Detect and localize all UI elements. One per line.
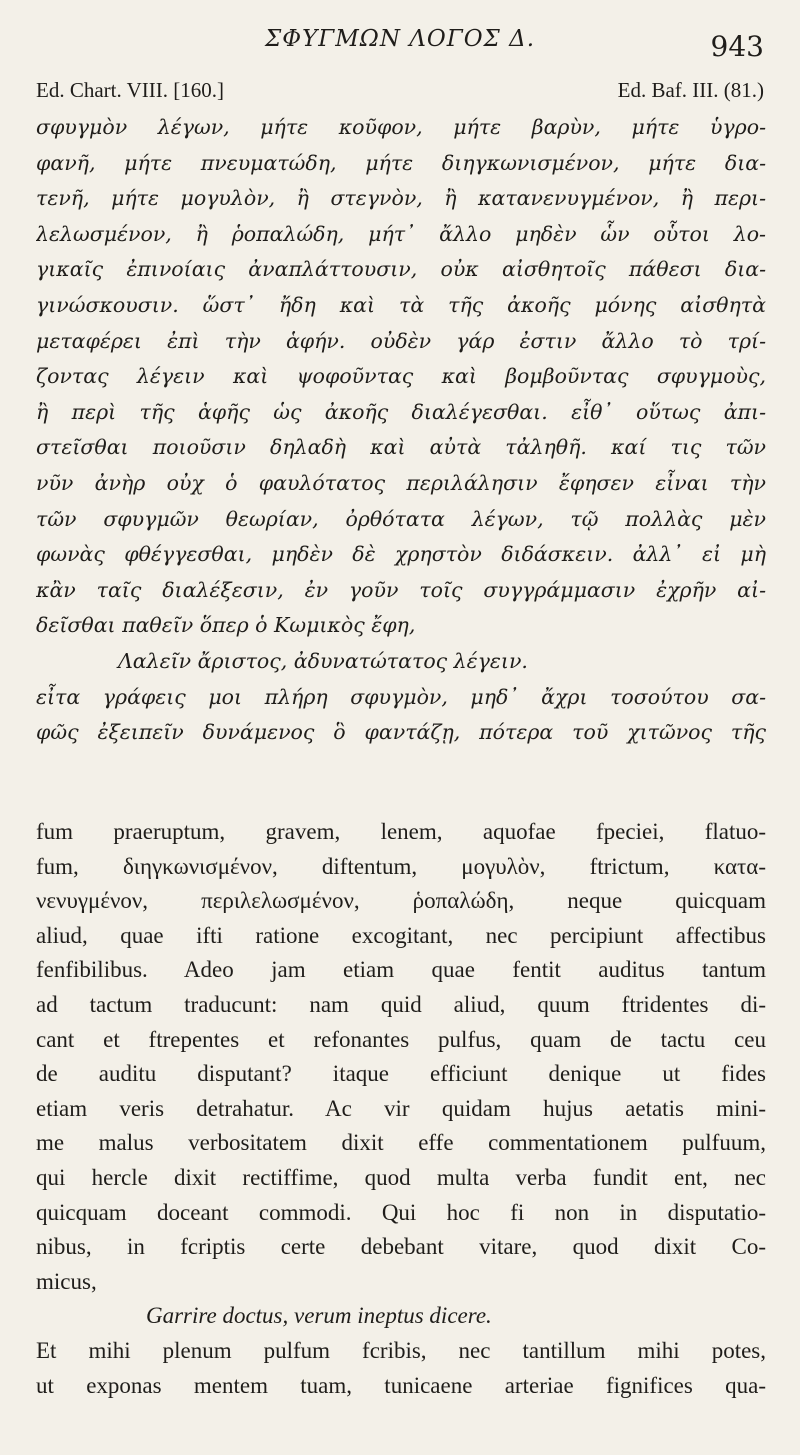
greek-line: φῶς ἐξειπεῖν δυνάμενος ὃ φαντάζῃ, πότερα τοῦ χιτῶνος τῆς	[36, 720, 766, 745]
greek-line: φανῆ, μήτε πνευματώδη, μήτε διηγκωνισμένον, μήτε δια-	[36, 150, 766, 175]
latin-text-block	[36, 815, 766, 1403]
greek-line: δεῖσθαι παθεῖν ὅπερ ὁ Κωμικὸς ἔφη,	[36, 613, 416, 638]
greek-line: νῦν ἀνὴρ οὐχ ὁ φαυλότατος περιλάλησιν ἔφησεν εἶναι τὴν	[36, 470, 766, 495]
latin-line: etiam veris detrahatur. Ac vir quidam hujus aetatis mini-	[36, 1095, 766, 1121]
greek-line: τενῆ, μήτε μογυλὸν, ἢ στεγνὸν, ἢ κατανενυγμένον, ἢ περι-	[36, 186, 766, 211]
latin-verse-quote: Garrire doctus, verum ineptus dicere.	[146, 1303, 492, 1329]
latin-line: de auditu disputant? itaque efficiunt denique ut fides	[36, 1061, 766, 1087]
latin-line: fum, διηγκωνισμένον, diftentum, μογυλὸν, ftrictum, κατα-	[36, 853, 766, 879]
greek-line: τῶν σφυγμῶν θεωρίαν, ὀρθότατα λέγων, τῷ πολλὰς μὲν	[36, 506, 766, 531]
greek-line: στεῖσθαι ποιοῦσιν δηλαδὴ καὶ αὐτὰ τἀληθῆ. καί τις τῶν	[36, 435, 766, 460]
greek-line: ζοντας λέγειν καὶ ψοφοῦντας καὶ βομβοῦντας σφυγμοὺς,	[36, 364, 766, 389]
latin-line: fenfibilibus. Adeo jam etiam quae fentit auditus tantum	[36, 957, 766, 983]
greek-line: φωνὰς φθέγγεσθαι, μηδὲν δὲ χρηστὸν διδάσκειν. ἀλλ᾽ εἰ μὴ	[36, 542, 766, 567]
edition-left: Ed. Chart. VIII. [160.]	[36, 78, 224, 102]
greek-line: γικαῖς ἐπινοίαις ἀναπλάττουσιν, οὐκ αἰσθητοῖς πάθεσι δια-	[36, 257, 766, 282]
latin-line: micus,	[36, 1268, 97, 1294]
latin-line: Et mihi plenum pulfum fcribis, nec tantillum mihi potes,	[36, 1337, 766, 1363]
greek-line: μεταφέρει ἐπὶ τὴν ἁφήν. οὐδὲν γάρ ἐστιν ἄλλο τὸ τρί-	[36, 328, 766, 353]
latin-line: ad tactum traducunt: nam quid aliud, quum ftridentes di-	[36, 991, 766, 1017]
greek-line: ἢ περὶ τῆς ἁφῆς ὡς ἀκοῆς διαλέγεσθαι. εἶθ᾽ οὕτως ἀπι-	[36, 399, 766, 424]
latin-line: nibus, in fcriptis certe debebant vitare, quod dixit Co-	[36, 1234, 766, 1260]
latin-line: aliud, quae ifti ratione excogitant, nec percipiunt affectibus	[36, 922, 766, 948]
latin-line: cant et ftrepentes et refonantes pulfus, quam de tactu ceu	[36, 1026, 766, 1052]
greek-line: εἶτα γράφεις μοι πλήρη σφυγμὸν, μηδ᾽ ἄχρι τοσούτου σα-	[36, 684, 766, 709]
latin-line: quicquam doceant commodi. Qui hoc fi non in disputatio-	[36, 1199, 766, 1225]
edition-line	[36, 78, 764, 103]
latin-line: ut exponas mentem tuam, tunicaene arteriae fignifices qua-	[36, 1372, 766, 1398]
latin-line: νενυγμένον, περιλελωσμένον, ῥοπαλώδη, neque quicquam	[36, 888, 766, 914]
page-number: 943	[710, 30, 764, 63]
running-head: ΣΦΥΓΜΩΝ ΛΟΓΟΣ Δ.	[264, 26, 536, 52]
greek-line: σφυγμὸν λέγων, μήτε κοῦφον, μήτε βαρὺν, μήτε ὑγρο-	[36, 115, 766, 139]
greek-line: γινώσκουσιν. ὥστ᾽ ἤδη καὶ τὰ τῆς ἀκοῆς μόνης αἰσθητὰ	[36, 292, 766, 317]
greek-line: λελωσμένον, ἢ ῥοπαλώδη, μήτ᾽ ἄλλο μηδὲν ὧν οὗτοι λο-	[36, 221, 766, 246]
greek-line: κἂν ταῖς διαλέξεσιν, ἐν γοῦν τοῖς συγγράμμασιν ἐχρῆν αἰ-	[36, 577, 766, 602]
latin-line: me malus verbositatem dixit effe commentationem pulfuum,	[36, 1130, 766, 1156]
greek-verse-quote: Λαλεῖν ἄριστος, ἀδυνατώτατος λέγειν.	[118, 648, 528, 673]
latin-line: fum praeruptum, gravem, lenem, aquofae fpeciei, flatuo-	[36, 819, 766, 844]
latin-line: qui hercle dixit rectiffime, quod multa verba fundit ent, nec	[36, 1164, 766, 1190]
edition-right: Ed. Baf. III. (81.)	[617, 78, 764, 102]
greek-text-block	[36, 110, 766, 751]
